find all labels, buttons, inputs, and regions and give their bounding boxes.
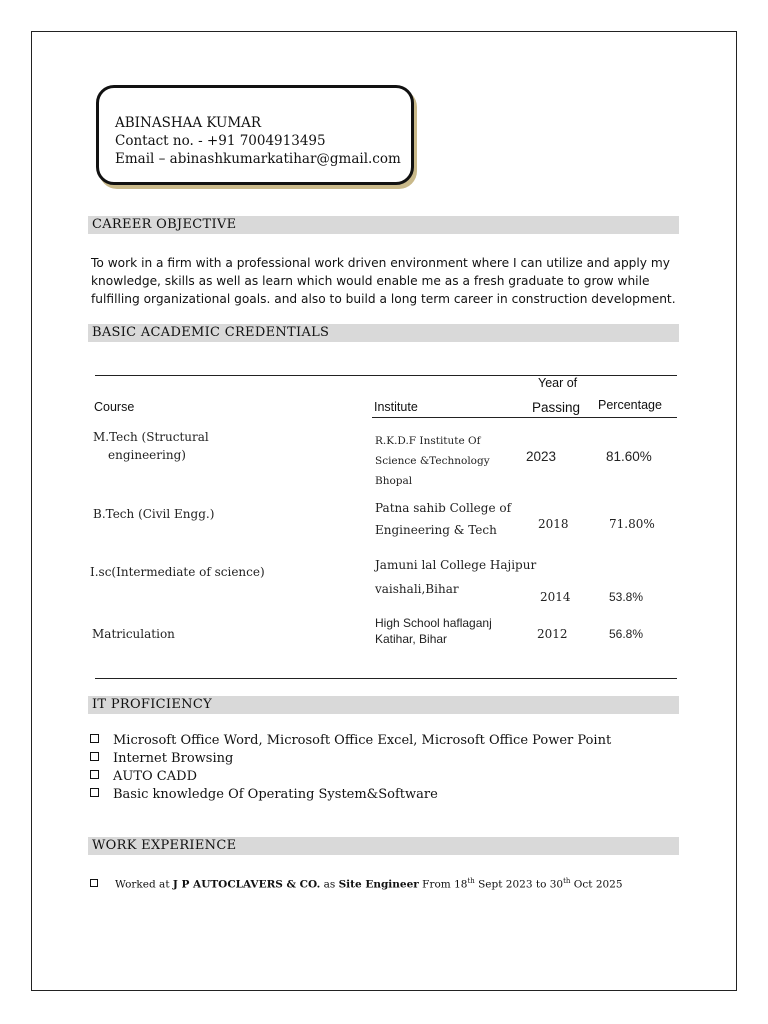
section-it-proficiency	[88, 696, 679, 714]
section-career-objective	[88, 216, 679, 234]
year-cell: 2023	[526, 449, 557, 464]
institute-cell: Katihar, Bihar	[375, 632, 448, 646]
work-from-sup: th	[467, 877, 475, 885]
course-cell: engineering)	[108, 448, 186, 462]
section-work-experience	[88, 837, 679, 855]
objective-line: To work in a firm with a professional work driven environment where I can utilize and apply my	[91, 256, 670, 270]
header-year-line2: Passing	[532, 400, 581, 415]
work-prefix: Worked at	[115, 878, 173, 891]
checkbox-bullet-icon	[90, 879, 98, 887]
header-percentage: Percentage	[598, 398, 662, 412]
list-item	[90, 786, 611, 804]
work-to-sup: th	[563, 877, 571, 885]
list-item	[90, 768, 611, 786]
checkbox-bullet-icon	[90, 752, 99, 761]
checkbox-bullet-icon	[90, 770, 99, 779]
section-title: WORK EXPERIENCE	[92, 838, 237, 853]
header-institute: Institute	[374, 400, 418, 414]
institute-cell: Bhopal	[375, 475, 413, 487]
percentage-cell: 56.8%	[609, 627, 644, 641]
work-item	[90, 872, 623, 894]
name-box	[96, 85, 414, 185]
institute-cell: Science &Technology	[375, 455, 490, 467]
section-title: BASIC ACADEMIC CREDENTIALS	[92, 325, 330, 340]
list-item	[90, 732, 611, 750]
it-list	[90, 732, 611, 804]
year-cell: 2012	[537, 627, 568, 641]
institute-cell: R.K.D.F Institute Of	[375, 435, 481, 447]
course-cell: M.Tech (Structural	[93, 430, 209, 444]
institute-cell: Engineering & Tech	[375, 523, 497, 537]
percentage-cell: 71.80%	[609, 517, 655, 531]
list-item-text: AUTO CADD	[113, 769, 197, 784]
list-item-text: Microsoft Office Word, Microsoft Office Excel, Microsoft Office Power Point	[113, 733, 612, 748]
table-bottom-rule	[95, 678, 677, 679]
work-to-rest: Oct 2025	[570, 878, 623, 891]
year-cell: 2018	[538, 517, 569, 531]
job-role: Site Engineer	[338, 878, 419, 891]
work-as: as	[320, 878, 339, 891]
candidate-name: ABINASHAA KUMAR	[115, 115, 262, 131]
header-course: Course	[94, 400, 135, 414]
objective-line: knowledge, skills as well as learn which would enable me as a fresh graduate to grow while	[91, 274, 650, 288]
course-cell: I.sc(Intermediate of science)	[90, 565, 265, 579]
checkbox-bullet-icon	[90, 788, 99, 797]
institute-cell: Jamuni lal College Hajipur	[375, 558, 537, 572]
year-cell: 2014	[540, 590, 571, 604]
institute-cell: vaishali,Bihar	[375, 582, 459, 596]
objective-line: fulfilling organizational goals. and also to build a long term career in construction development.	[91, 292, 676, 306]
list-item-text: Basic knowledge Of Operating System&Software	[113, 787, 438, 802]
table-top-rule	[95, 375, 677, 376]
course-cell: Matriculation	[92, 627, 175, 641]
percentage-cell: 53.8%	[609, 590, 644, 604]
table-header-rule	[372, 417, 677, 418]
course-cell: B.Tech (Civil Engg.)	[93, 507, 215, 521]
contact-number: Contact no. - +91 7004913495	[115, 133, 326, 149]
header-year-line1: Year of	[538, 376, 578, 390]
company-name: J P AUTOCLAVERS & CO.	[172, 878, 321, 891]
section-title: IT PROFICIENCY	[92, 697, 212, 712]
institute-cell: High School haflaganj	[375, 616, 492, 630]
list-item-text: Internet Browsing	[113, 751, 234, 766]
institute-cell: Patna sahib College of	[375, 501, 512, 515]
checkbox-bullet-icon	[90, 734, 99, 743]
work-from-rest: Sept 2023 to 30	[474, 878, 564, 891]
objective-text	[91, 254, 681, 308]
section-title: CAREER OBJECTIVE	[92, 217, 237, 232]
percentage-cell: 81.60%	[606, 449, 652, 464]
email-address: Email – abinashkumarkatihar@gmail.com	[115, 151, 401, 167]
section-academic	[88, 324, 679, 342]
list-item	[90, 750, 611, 768]
work-from: From 18	[418, 878, 468, 891]
